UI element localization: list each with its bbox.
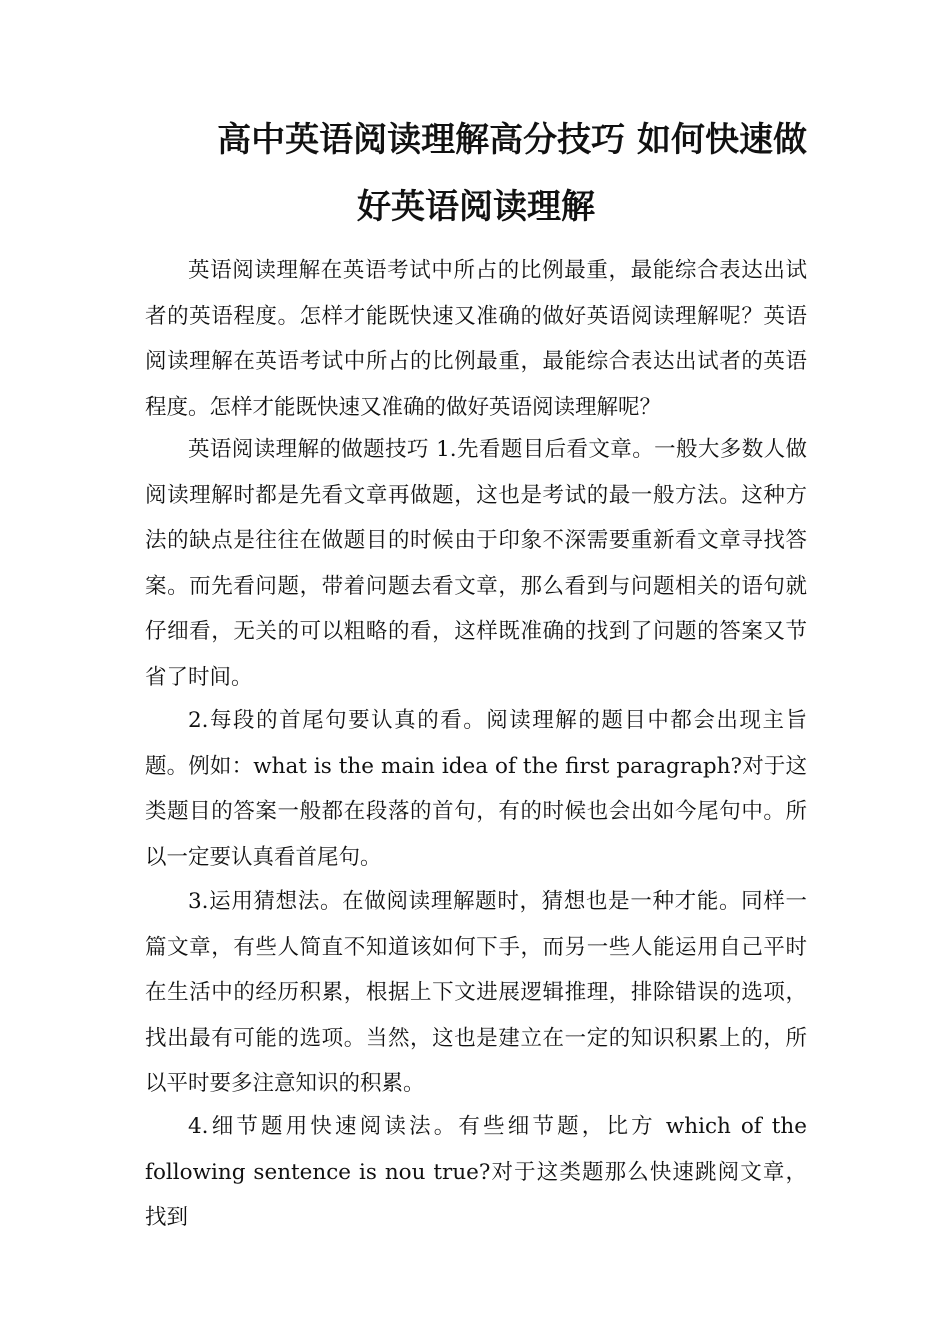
paragraph-tip-4: 4.细节题用快速阅读法。有些细节题，比方 which of the following sentence is nou true?对于这类题那么快速跳阅文章，找到: [145, 1114, 807, 1230]
document-title-line-1: 高中英语阅读理解高分技巧 如何快速做: [217, 120, 807, 160]
paragraph-tip-3: 3.运用猜想法。在做阅读理解题时，猜想也是一种才能。同样一篇文章，有些人简直不知道该如何下手，而另一些人能运用自己平时在生活中的经历积累，根据上下文进展逻辑推理，排除错误的选项，找出最有可能的选项。当然，这也是建立在一定的知识积累上的，所以平时要多注意知识的积累。: [145, 889, 807, 1096]
paragraph-tip-1: 英语阅读理解的做题技巧 1.先看题目后看文章。一般大多数人做阅读理解时都是先看文章再做题，这也是考试的最一般方法。这种方法的缺点是往往在做题目的时候由于印象不深需要重新看文章寻找答案。而先看问题，带着问题去看文章，那么看到与问题相关的语句就仔细看，无关的可以粗略的看，这样既准确的找到了问题的答案又节省了时间。: [145, 437, 807, 690]
paragraph-tip-2: 2.每段的首尾句要认真的看。阅读理解的题目中都会出现主旨题。例如：what is the main idea of the first paragraph?对于这类题目的答案一般都在段落的首句，有的时候也会出如今尾句中。所以一定要认真看首尾句。: [145, 708, 807, 870]
paragraph-intro: 英语阅读理解在英语考试中所占的比例最重，最能综合表达出试者的英语程度。怎样才能既快速又准确的做好英语阅读理解呢？英语阅读理解在英语考试中所占的比例最重，最能综合表达出试者的英语程度。怎样才能既快速又准确的做好英语阅读理解呢？: [145, 258, 807, 420]
document-title-line-2: 好英语阅读理解: [357, 187, 595, 227]
